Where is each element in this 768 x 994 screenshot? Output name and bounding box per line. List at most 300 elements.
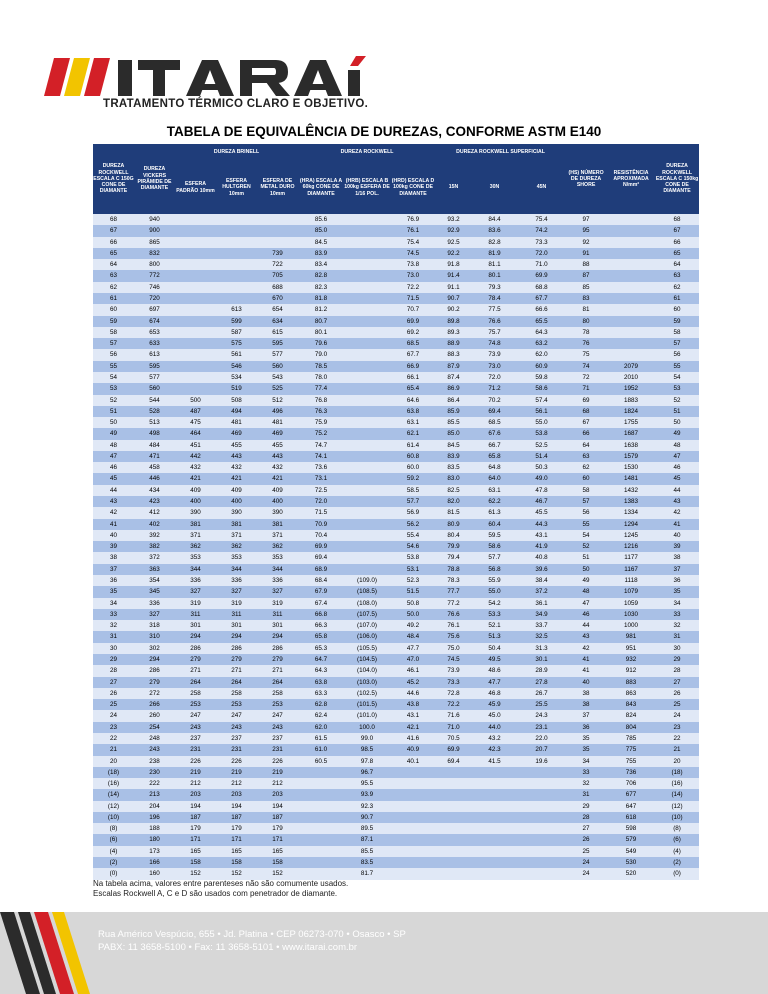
table-cell: 677: [607, 789, 655, 800]
table-cell: 519: [216, 383, 257, 394]
table-cell: 173: [134, 846, 175, 857]
table-cell: 549: [607, 846, 655, 857]
table-cell: 61: [93, 293, 134, 304]
table-cell: 579: [607, 834, 655, 845]
table-cell: 43.1: [390, 710, 436, 721]
table-cell: 22: [93, 733, 134, 744]
table-cell: 74.2: [518, 225, 565, 236]
table-cell: 345: [134, 586, 175, 597]
table-cell: 50.8: [390, 598, 436, 609]
table-cell: 254: [134, 722, 175, 733]
table-cell: [298, 834, 344, 845]
table-cell: 65: [93, 248, 134, 259]
table-cell: 247: [257, 710, 298, 721]
table-cell: 40.1: [390, 756, 436, 767]
table-cell: 219: [257, 767, 298, 778]
table-cell: 951: [607, 643, 655, 654]
table-cell: 23: [93, 722, 134, 733]
table-cell: (12): [655, 801, 699, 812]
header-esfera-metal-duro: ESFERA DE METAL DURO 10mm: [257, 161, 298, 214]
table-cell: 25: [93, 699, 134, 710]
table-cell: 75.2: [298, 428, 344, 439]
table-cell: 55: [565, 519, 607, 530]
table-cell: 34.9: [518, 609, 565, 620]
table-row: [93, 440, 699, 451]
table-cell: [175, 214, 216, 225]
table-cell: 52.5: [518, 440, 565, 451]
table-cell: [471, 812, 518, 823]
table-cell: 2010: [607, 372, 655, 383]
table-cell: 390: [216, 507, 257, 518]
table-cell: 253: [175, 699, 216, 710]
table-cell: 498: [134, 428, 175, 439]
footer-address: Rua Américo Vespúcio, 655 • Jd. Platina • CEP 06273-070 • Osasco • SP: [98, 929, 406, 940]
table-cell: 1481: [607, 473, 655, 484]
table-cell: 481: [216, 417, 257, 428]
table-cell: 51.5: [390, 586, 436, 597]
table-cell: 35: [565, 733, 607, 744]
table-cell: 371: [175, 530, 216, 541]
table-cell: 72.0: [518, 248, 565, 259]
table-cell: [175, 338, 216, 349]
table-cell: [471, 767, 518, 778]
table-cell: 43: [655, 496, 699, 507]
table-cell: [344, 361, 390, 372]
table-cell: 1118: [607, 575, 655, 586]
table-cell: 158: [216, 857, 257, 868]
table-cell: 53.8: [390, 552, 436, 563]
table-cell: (8): [655, 823, 699, 834]
table-cell: 36: [93, 575, 134, 586]
table-cell: 72.0: [298, 496, 344, 507]
table-cell: 319: [257, 598, 298, 609]
table-cell: [298, 789, 344, 800]
table-cell: 68.8: [518, 282, 565, 293]
table-cell: 212: [257, 778, 298, 789]
table-cell: 66.6: [518, 304, 565, 315]
table-cell: 24: [655, 710, 699, 721]
table-cell: 35: [565, 744, 607, 755]
table-cell: 65.8: [298, 631, 344, 642]
table-cell: 243: [175, 722, 216, 733]
table-cell: [344, 248, 390, 259]
table-cell: 311: [216, 609, 257, 620]
table-cell: 80.1: [298, 327, 344, 338]
table-cell: 61: [655, 293, 699, 304]
table-cell: [607, 225, 655, 236]
table-cell: 93.2: [436, 214, 471, 225]
table-cell: 42.1: [390, 722, 436, 733]
table-cell: 76.9: [390, 214, 436, 225]
table-cell: [518, 767, 565, 778]
table-cell: [344, 428, 390, 439]
table-cell: 362: [175, 541, 216, 552]
header-rockwell-superficial: DUREZA ROCKWELL SUPERFICIAL: [436, 144, 565, 161]
table-cell: 520: [607, 868, 655, 879]
table-cell: 940: [134, 214, 175, 225]
table-cell: 57.7: [471, 552, 518, 563]
table-cell: 64.7: [298, 654, 344, 665]
table-cell: 80.7: [298, 316, 344, 327]
table-cell: 53.8: [518, 428, 565, 439]
table-cell: [216, 293, 257, 304]
table-cell: 720: [134, 293, 175, 304]
table-cell: 75.9: [298, 417, 344, 428]
table-cell: 57.4: [518, 395, 565, 406]
table-cell: 96.7: [344, 767, 390, 778]
table-cell: 231: [175, 744, 216, 755]
table-cell: 271: [216, 665, 257, 676]
table-cell: 618: [607, 812, 655, 823]
table-cell: (104.0): [344, 665, 390, 676]
table-cell: 530: [607, 857, 655, 868]
table-cell: 85.5: [436, 417, 471, 428]
table-cell: 248: [134, 733, 175, 744]
table-cell: 302: [134, 643, 175, 654]
table-cell: [390, 846, 436, 857]
table-cell: 59.5: [471, 530, 518, 541]
table-cell: 187: [257, 812, 298, 823]
table-cell: 55: [655, 361, 699, 372]
table-cell: [471, 857, 518, 868]
table-cell: 152: [175, 868, 216, 879]
table-cell: 336: [216, 575, 257, 586]
table-cell: 82.5: [436, 485, 471, 496]
table-row: [93, 823, 699, 834]
footer: [0, 912, 768, 994]
table-cell: [390, 801, 436, 812]
table-cell: 62.2: [471, 496, 518, 507]
table-cell: 464: [175, 428, 216, 439]
table-cell: 38: [93, 552, 134, 563]
table-cell: 40: [93, 530, 134, 541]
table-cell: 80.9: [436, 519, 471, 530]
table-cell: 44: [565, 620, 607, 631]
table-cell: 66.1: [390, 372, 436, 383]
table-cell: 27: [655, 677, 699, 688]
table-row: [93, 868, 699, 879]
header-brinell: DUREZA BRINELL: [175, 144, 298, 161]
table-cell: 434: [134, 485, 175, 496]
table-cell: [518, 801, 565, 812]
table-cell: 286: [216, 643, 257, 654]
footer-stripes-graphic: [0, 912, 110, 994]
table-cell: 353: [175, 552, 216, 563]
table-cell: 560: [134, 383, 175, 394]
table-cell: 78.4: [471, 293, 518, 304]
table-cell: [471, 801, 518, 812]
table-cell: [175, 237, 216, 248]
table-cell: 152: [257, 868, 298, 879]
table-cell: 78.8: [436, 564, 471, 575]
table-cell: 543: [257, 372, 298, 383]
table-cell: 409: [216, 485, 257, 496]
table-cell: 336: [134, 598, 175, 609]
table-cell: 41.6: [390, 733, 436, 744]
table-row: [93, 857, 699, 868]
table-cell: 371: [257, 530, 298, 541]
table-cell: (14): [655, 789, 699, 800]
table-cell: [518, 823, 565, 834]
table-cell: (10): [655, 812, 699, 823]
table-cell: 49: [93, 428, 134, 439]
table-cell: 222: [134, 778, 175, 789]
table-cell: 77.2: [436, 598, 471, 609]
table-cell: 469: [257, 428, 298, 439]
table-cell: 653: [134, 327, 175, 338]
table-cell: 171: [257, 834, 298, 845]
table-row: [93, 338, 699, 349]
table-row: [93, 406, 699, 417]
table-cell: 52.3: [390, 575, 436, 586]
table-cell: 432: [216, 462, 257, 473]
table-cell: 421: [216, 473, 257, 484]
table-cell: 42: [93, 507, 134, 518]
table-cell: [344, 372, 390, 383]
table-cell: 525: [257, 383, 298, 394]
table-cell: 31: [93, 631, 134, 642]
table-cell: 166: [134, 857, 175, 868]
table-cell: (4): [93, 846, 134, 857]
table-cell: 75.7: [471, 327, 518, 338]
table-cell: 74.5: [390, 248, 436, 259]
table-cell: 61.3: [471, 507, 518, 518]
table-cell: 67: [655, 225, 699, 236]
table-cell: 63.8: [390, 406, 436, 417]
table-cell: [518, 834, 565, 845]
table-cell: 615: [257, 327, 298, 338]
table-cell: 294: [134, 654, 175, 665]
table-cell: 85.0: [298, 225, 344, 236]
table-cell: 31: [565, 789, 607, 800]
table-cell: 39.6: [518, 564, 565, 575]
table-row: [93, 677, 699, 688]
table-cell: 82.0: [436, 496, 471, 507]
table-cell: (109.0): [344, 575, 390, 586]
table-cell: 47: [565, 598, 607, 609]
table-cell: 70.2: [471, 395, 518, 406]
table-row: [93, 282, 699, 293]
table-cell: 47.7: [390, 643, 436, 654]
table-cell: 62.8: [298, 699, 344, 710]
table-row: [93, 485, 699, 496]
table-cell: [390, 834, 436, 845]
table-cell: 90.7: [436, 293, 471, 304]
table-row: [93, 598, 699, 609]
table-cell: [607, 248, 655, 259]
table-cell: 62.0: [518, 349, 565, 360]
table-cell: (105.5): [344, 643, 390, 654]
table-cell: 25: [565, 846, 607, 857]
table-cell: 71: [565, 383, 607, 394]
table-cell: [175, 372, 216, 383]
table-cell: 294: [216, 631, 257, 642]
table-cell: 38.4: [518, 575, 565, 586]
table-cell: 1530: [607, 462, 655, 473]
table-cell: [344, 304, 390, 315]
table-cell: 409: [175, 485, 216, 496]
header-hrc: DUREZA ROCKWELL ESCALA C 150G CONE DE DIAMANTE: [93, 144, 134, 214]
table-cell: 47.7: [471, 677, 518, 688]
table-row: [93, 812, 699, 823]
table-cell: 45: [93, 473, 134, 484]
table-cell: (107.5): [344, 609, 390, 620]
table-cell: 68.9: [298, 564, 344, 575]
table-cell: 496: [257, 406, 298, 417]
table-cell: [298, 801, 344, 812]
table-cell: (108.5): [344, 586, 390, 597]
table-cell: 71.2: [471, 383, 518, 394]
table-notes: [93, 879, 348, 899]
table-cell: 83.4: [298, 259, 344, 270]
table-cell: 203: [216, 789, 257, 800]
table-cell: 60: [565, 473, 607, 484]
table-cell: 50: [93, 417, 134, 428]
table-cell: [344, 530, 390, 541]
table-cell: 30.1: [518, 654, 565, 665]
table-cell: 165: [175, 846, 216, 857]
table-cell: 84.5: [436, 440, 471, 451]
table-cell: 595: [257, 338, 298, 349]
table-cell: 83.6: [471, 225, 518, 236]
table-cell: [298, 868, 344, 879]
table-cell: 231: [257, 744, 298, 755]
table-cell: 286: [134, 665, 175, 676]
table-cell: 336: [257, 575, 298, 586]
table-cell: 58: [565, 485, 607, 496]
table-cell: [390, 767, 436, 778]
table-cell: [344, 282, 390, 293]
table-cell: 20.7: [518, 744, 565, 755]
table-cell: 40.8: [518, 552, 565, 563]
table-cell: 28.9: [518, 665, 565, 676]
table-cell: 243: [216, 722, 257, 733]
table-cell: 311: [257, 609, 298, 620]
table-cell: 87.4: [436, 372, 471, 383]
table-cell: 327: [134, 609, 175, 620]
table-cell: 71.6: [436, 710, 471, 721]
table-row: [93, 767, 699, 778]
table-cell: 722: [257, 259, 298, 270]
table-cell: 561: [216, 349, 257, 360]
table-cell: 272: [134, 688, 175, 699]
table-cell: 83.9: [436, 451, 471, 462]
table-cell: [436, 823, 471, 834]
table-cell: 67.9: [298, 586, 344, 597]
table-row: [93, 801, 699, 812]
table-cell: 932: [607, 654, 655, 665]
table-cell: 62.1: [390, 428, 436, 439]
table-cell: [344, 473, 390, 484]
table-cell: 32.5: [518, 631, 565, 642]
table-cell: 25.5: [518, 699, 565, 710]
table-cell: 381: [175, 519, 216, 530]
table-cell: 755: [607, 756, 655, 767]
table-cell: 900: [134, 225, 175, 236]
table-cell: 271: [175, 665, 216, 676]
table-cell: 421: [175, 473, 216, 484]
table-cell: 912: [607, 665, 655, 676]
table-cell: [344, 395, 390, 406]
table-cell: 51: [655, 406, 699, 417]
table-cell: 69.4: [436, 756, 471, 767]
table-cell: 89.3: [436, 327, 471, 338]
table-cell: 45: [655, 473, 699, 484]
table-cell: [175, 349, 216, 360]
table-cell: 843: [607, 699, 655, 710]
table-cell: 71.0: [518, 259, 565, 270]
table-cell: 19.6: [518, 756, 565, 767]
table-cell: 1245: [607, 530, 655, 541]
table-row: [93, 237, 699, 248]
table-cell: 34: [655, 598, 699, 609]
table-cell: 46: [93, 462, 134, 473]
table-cell: 60.4: [471, 519, 518, 530]
table-cell: 513: [134, 417, 175, 428]
table-cell: 1167: [607, 564, 655, 575]
table-cell: 89.8: [436, 316, 471, 327]
table-cell: 187: [175, 812, 216, 823]
table-cell: 36.1: [518, 598, 565, 609]
table-cell: 84.5: [298, 237, 344, 248]
table-cell: (106.0): [344, 631, 390, 642]
table-cell: 38: [655, 552, 699, 563]
table-cell: 72: [565, 372, 607, 383]
table-cell: 43: [565, 631, 607, 642]
table-cell: 27.8: [518, 677, 565, 688]
table-cell: [344, 507, 390, 518]
table-row: [93, 372, 699, 383]
table-cell: 48: [565, 586, 607, 597]
table-cell: 80.1: [471, 270, 518, 281]
table-cell: 47: [655, 451, 699, 462]
header-shore: (HS) NÚMERO DE DUREZA SHORE: [565, 144, 607, 214]
table-cell: [436, 778, 471, 789]
table-cell: 90.2: [436, 304, 471, 315]
table-cell: 187: [216, 812, 257, 823]
table-cell: 32: [93, 620, 134, 631]
table-cell: 58: [93, 327, 134, 338]
table-cell: 226: [175, 756, 216, 767]
table-cell: [344, 293, 390, 304]
table-cell: 45.0: [471, 710, 518, 721]
table-cell: 279: [257, 654, 298, 665]
table-cell: 301: [175, 620, 216, 631]
table-cell: 336: [175, 575, 216, 586]
table-cell: 75.0: [436, 643, 471, 654]
table-cell: 196: [134, 812, 175, 823]
table-cell: 41.5: [471, 756, 518, 767]
table-cell: 20: [93, 756, 134, 767]
table-cell: 1579: [607, 451, 655, 462]
table-cell: [344, 552, 390, 563]
table-cell: 37: [655, 564, 699, 575]
table-cell: 865: [134, 237, 175, 248]
table-cell: [344, 327, 390, 338]
table-cell: 59.2: [390, 473, 436, 484]
table-cell: 78: [565, 327, 607, 338]
table-row: [93, 383, 699, 394]
table-cell: 301: [216, 620, 257, 631]
table-cell: [175, 225, 216, 236]
table-cell: [390, 812, 436, 823]
table-cell: 92.9: [436, 225, 471, 236]
table-cell: 72.5: [298, 485, 344, 496]
table-cell: 258: [175, 688, 216, 699]
table-cell: [518, 857, 565, 868]
table-cell: 81.2: [298, 304, 344, 315]
table-cell: 863: [607, 688, 655, 699]
